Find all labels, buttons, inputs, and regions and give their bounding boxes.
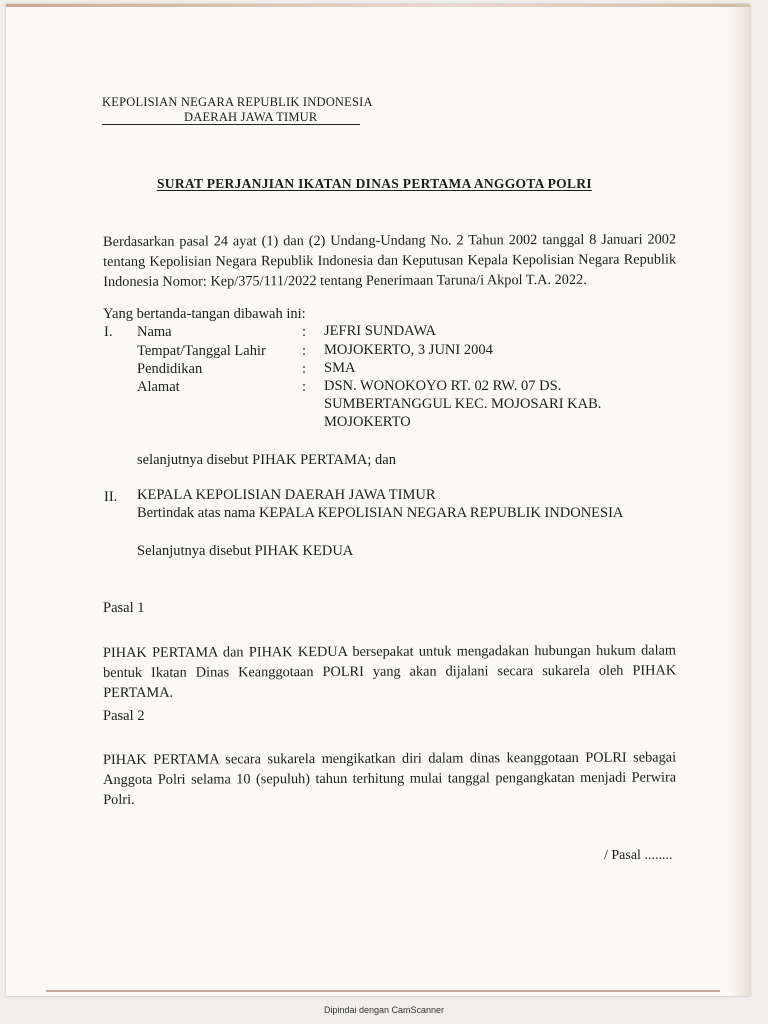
page-bottom-edge (46, 990, 720, 992)
field-colon: : (302, 343, 307, 359)
party2-acting: Bertindak atas nama KEPALA KEPOLISIAN NEGARA REPUBLIK INDONESIA (137, 505, 624, 521)
header-line-1: KEPOLISIAN NEGARA REPUBLIK INDONESIA (102, 95, 373, 109)
header-line-2: DAERAH JAWA TIMUR (184, 110, 318, 124)
document-title: SURAT PERJANJIAN IKATAN DINAS PERTAMA ANGGOTA POLRI (157, 176, 592, 191)
page-edge-shadow (728, 4, 750, 996)
field-value-nama: JEFRI SUNDAWA (324, 323, 437, 339)
intro-paragraph: Berdasarkan pasal 24 ayat (1) dan (2) Undang-Undang No. 2 Tahun 2002 tanggal 8 Januari 2002 tentang Kepolisian Negara Republik Indonesia dan Keputusan Kepala Kepolisian Negara Republik Indonesia Nomor: Kep/375/111/2022 tentang Penerimaan Taruna/i Akpol T.A. 2022. (103, 231, 677, 290)
field-label-nama: Nama (137, 324, 172, 340)
party1-designation: selanjutnya disebut PIHAK PERTAMA; dan (137, 452, 396, 468)
field-value-ttl: MOJOKERTO, 3 JUNI 2004 (324, 342, 493, 358)
scanner-watermark: Dipindai dengan CamScanner (323, 1005, 445, 1015)
signatories-label: Yang bertanda-tangan dibawah ini: (103, 306, 306, 322)
field-value-alamat-line3: MOJOKERTO (324, 414, 411, 430)
continuation-marker: / Pasal ........ (604, 848, 673, 863)
field-colon: : (302, 324, 307, 340)
field-label-alamat: Alamat (137, 379, 180, 395)
field-value-alamat: DSN. WONOKOYO RT. 02 RW. 07 DS. (324, 378, 562, 394)
party1-number: I. (104, 324, 113, 340)
document-page (6, 4, 750, 996)
pasal1-text: PIHAK PERTAMA dan PIHAK KEDUA bersepakat untuk mengadakan hubungan hukum dalam bentuk Ikatan Dinas Keanggotaan POLRI yang akan dijalani secara sukarela oleh PIHAK PERTAMA. (103, 642, 677, 701)
party2-name: KEPALA KEPOLISIAN DAERAH JAWA TIMUR (137, 487, 436, 503)
field-label-ttl: Tempat/Tanggal Lahir (137, 343, 266, 359)
header-underline (102, 124, 360, 125)
field-value-pendidikan: SMA (324, 360, 356, 376)
field-label-pendidikan: Pendidikan (137, 361, 203, 377)
pasal2-text: PIHAK PERTAMA secara sukarela mengikatkan diri dalam dinas keanggotaan POLRI sebagai Anggota Polri selama 10 (sepuluh) tahun terhitung mulai tanggal pengangkatan menjadi Perwira Polri. (103, 749, 677, 808)
field-value-alamat-line2: SUMBERTANGGUL KEC. MOJOSARI KAB. (324, 396, 602, 412)
page-top-edge (6, 4, 750, 7)
pasal2-heading: Pasal 2 (103, 708, 145, 724)
field-colon: : (302, 379, 307, 395)
pasal1-heading: Pasal 1 (103, 600, 145, 616)
party2-number: II. (104, 489, 118, 505)
field-colon: : (302, 361, 307, 377)
party2-designation: Selanjutnya disebut PIHAK KEDUA (137, 543, 354, 559)
